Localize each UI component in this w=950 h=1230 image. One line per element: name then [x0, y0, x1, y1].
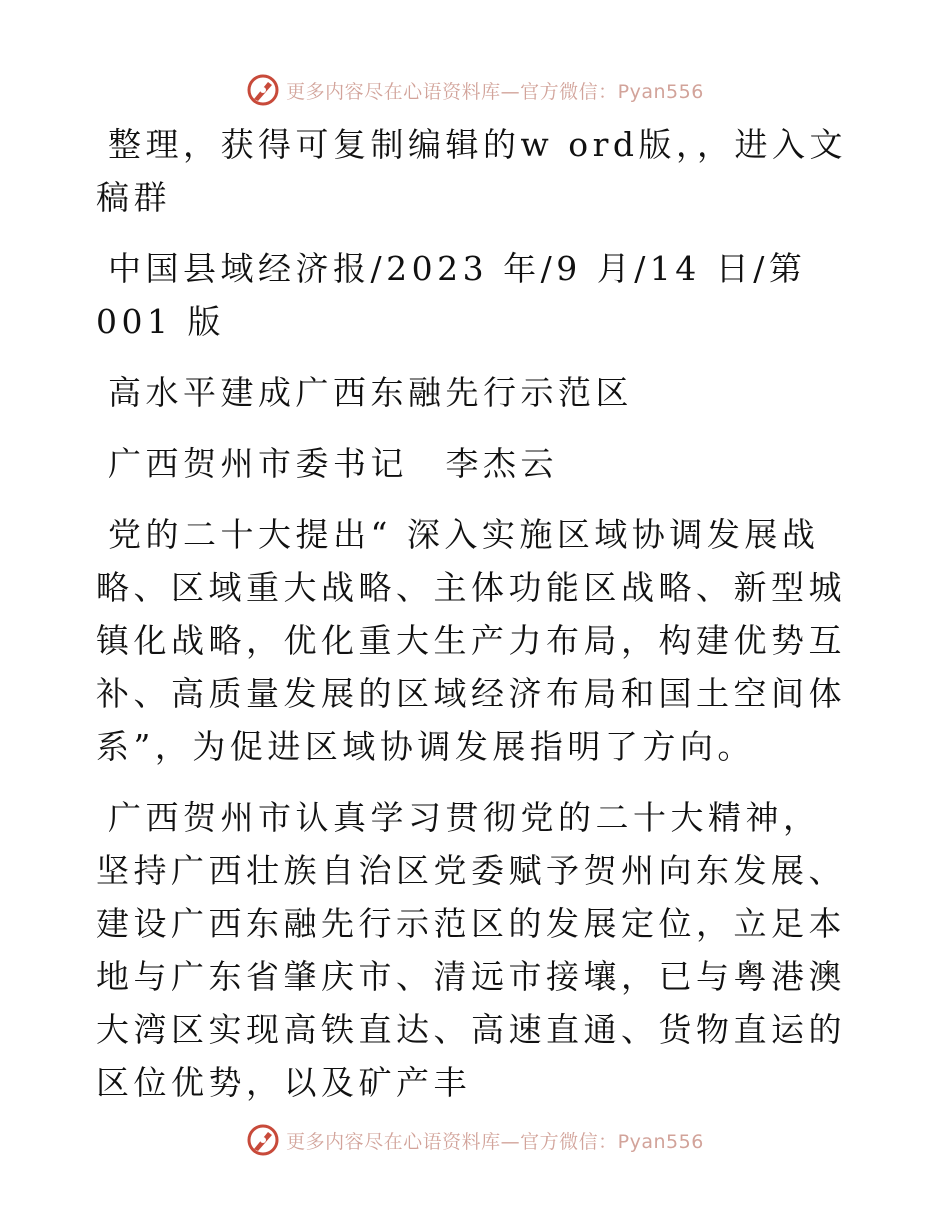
- pen-in-circle-icon: [246, 73, 280, 107]
- source-line: 中国县域经济报/2023 年/9 月/14 日/第 001 版: [96, 249, 807, 341]
- watermark-text: 更多内容尽在心语资料库—官方微信：Pyan556: [286, 80, 704, 103]
- header-watermark: [0, 70, 950, 110]
- document-body: [96, 118, 856, 1127]
- watermark-text: 更多内容尽在心语资料库—官方微信：Pyan556: [286, 1130, 704, 1153]
- footer-watermark: [0, 1120, 950, 1160]
- pen-in-circle-icon: [246, 1123, 280, 1157]
- intro-note: 整理，获得可复制编辑的w ord版，，进入文稿群: [96, 125, 848, 217]
- body-paragraph-1: 党的二十大提出“ 深入实施区域协调发展战略、区域重大战略、主体功能区战略、新型城镇化战略，优化重大生产力布局，构建优势互补、高质量发展的区域经济布局和国土空间体系”，为促进区域协调发展指明了方向。: [96, 515, 846, 766]
- article-title: 高水平建成广西东融先行示范区: [108, 373, 633, 412]
- body-paragraph-2: 广西贺州市认真学习贯彻党的二十大精神，坚持广西壮族自治区党委赋予贺州向东发展、建设广西东融先行示范区的发展定位，立足本地与广东省肇庆市、清远市接壤，已与粤港澳大湾区实现高铁直达、高速直通、货物直运的区位优势，以及矿产丰: [96, 798, 846, 1102]
- author-line: 广西贺州市委书记 李杰云: [108, 444, 558, 483]
